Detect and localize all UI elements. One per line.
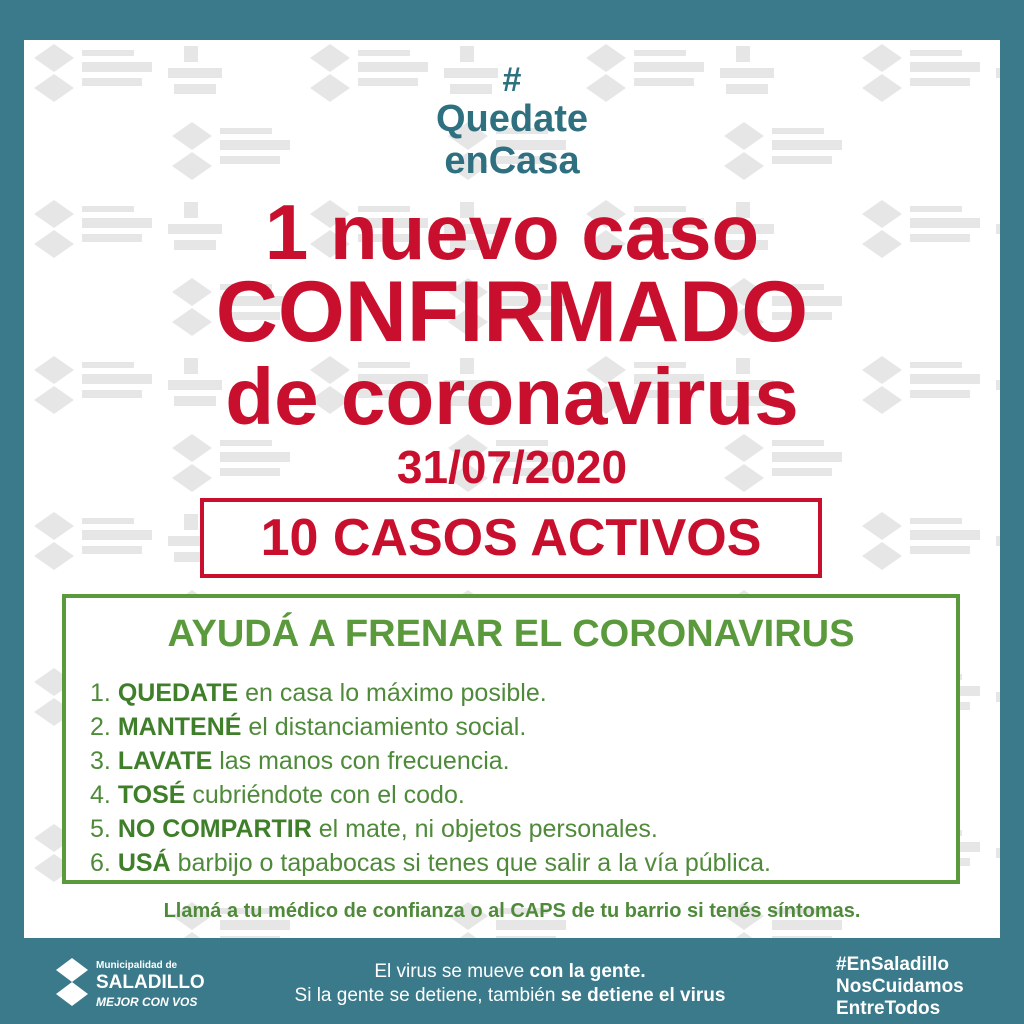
tip-keyword: TOSÉ <box>117 781 186 809</box>
tip-number: 3. <box>90 747 111 775</box>
footer-line-2 <box>240 984 780 1008</box>
tip-item <box>90 744 950 778</box>
tip-keyword: MANTENÉ <box>117 713 242 741</box>
tip-number: 2. <box>90 713 111 741</box>
footer-line-1 <box>240 960 780 984</box>
tip-number: 6. <box>90 849 111 877</box>
tip-keyword: USÁ <box>117 849 171 877</box>
logo-line-2: SALADILLO <box>96 972 205 993</box>
report-date: 31/07/2020 <box>396 441 628 493</box>
headline-line-2: CONFIRMADO <box>215 264 809 360</box>
tip-keyword: LAVATE <box>117 747 213 775</box>
footer-message <box>240 960 780 1008</box>
municipality-logo <box>52 952 222 1012</box>
tip-text: el mate, ni objetos personales. <box>318 815 658 843</box>
footer-line-2-bold: se detiene el virus <box>560 985 726 1006</box>
footer-tag-3: EntreTodos <box>836 998 941 1019</box>
tip-item <box>90 846 950 880</box>
tip-item <box>90 676 950 710</box>
tips-list <box>90 676 950 880</box>
active-cases-label: 10 CASOS ACTIVOS <box>260 509 762 567</box>
prevention-tips-box <box>62 594 960 884</box>
hashtag-line-1: Quedate <box>435 98 589 140</box>
tip-keyword: QUEDATE <box>117 679 239 707</box>
tip-number: 1. <box>90 679 111 707</box>
active-cases-box <box>200 498 822 578</box>
tip-item <box>90 710 950 744</box>
footer-hashtags <box>836 954 1016 1020</box>
content-panel <box>24 40 1000 938</box>
hashtag-symbol: # <box>502 61 522 99</box>
tip-number: 4. <box>90 781 111 809</box>
hashtag-line-2: enCasa <box>444 140 580 182</box>
headline-line-3: de coronavirus <box>225 352 799 441</box>
tip-item <box>90 778 950 812</box>
tip-number: 5. <box>90 815 111 843</box>
tip-text: el distanciamiento social. <box>248 713 527 741</box>
tip-text: cubriéndote con el codo. <box>192 781 465 809</box>
tips-title: AYUDÁ A FRENAR EL CORONAVIRUS <box>167 613 855 655</box>
tip-item <box>90 812 950 846</box>
doctor-callout: Llamá a tu médico de confianza o al CAPS de tu barrio si tenés síntomas. <box>163 900 861 922</box>
logo-line-3: MEJOR CON VOS <box>96 995 198 1009</box>
footer-line-2-plain: Si la gente se detiene, también <box>294 985 556 1006</box>
tip-text: barbijo o tapabocas si tenes que salir a la vía pública. <box>177 849 771 877</box>
headline-line-1: 1 nuevo caso <box>264 188 760 276</box>
footer-tag-2: NosCuidamos <box>836 976 964 997</box>
tip-text: las manos con frecuencia. <box>219 747 510 775</box>
tip-text: en casa lo máximo posible. <box>245 679 547 707</box>
footer-tag-1: #EnSaladillo <box>836 954 949 975</box>
logo-line-1: Municipalidad de <box>96 960 178 971</box>
tip-keyword: NO COMPARTIR <box>117 815 312 843</box>
footer-line-1-plain: El virus se mueve <box>374 961 525 982</box>
footer-line-1-bold: con la gente. <box>529 961 646 982</box>
